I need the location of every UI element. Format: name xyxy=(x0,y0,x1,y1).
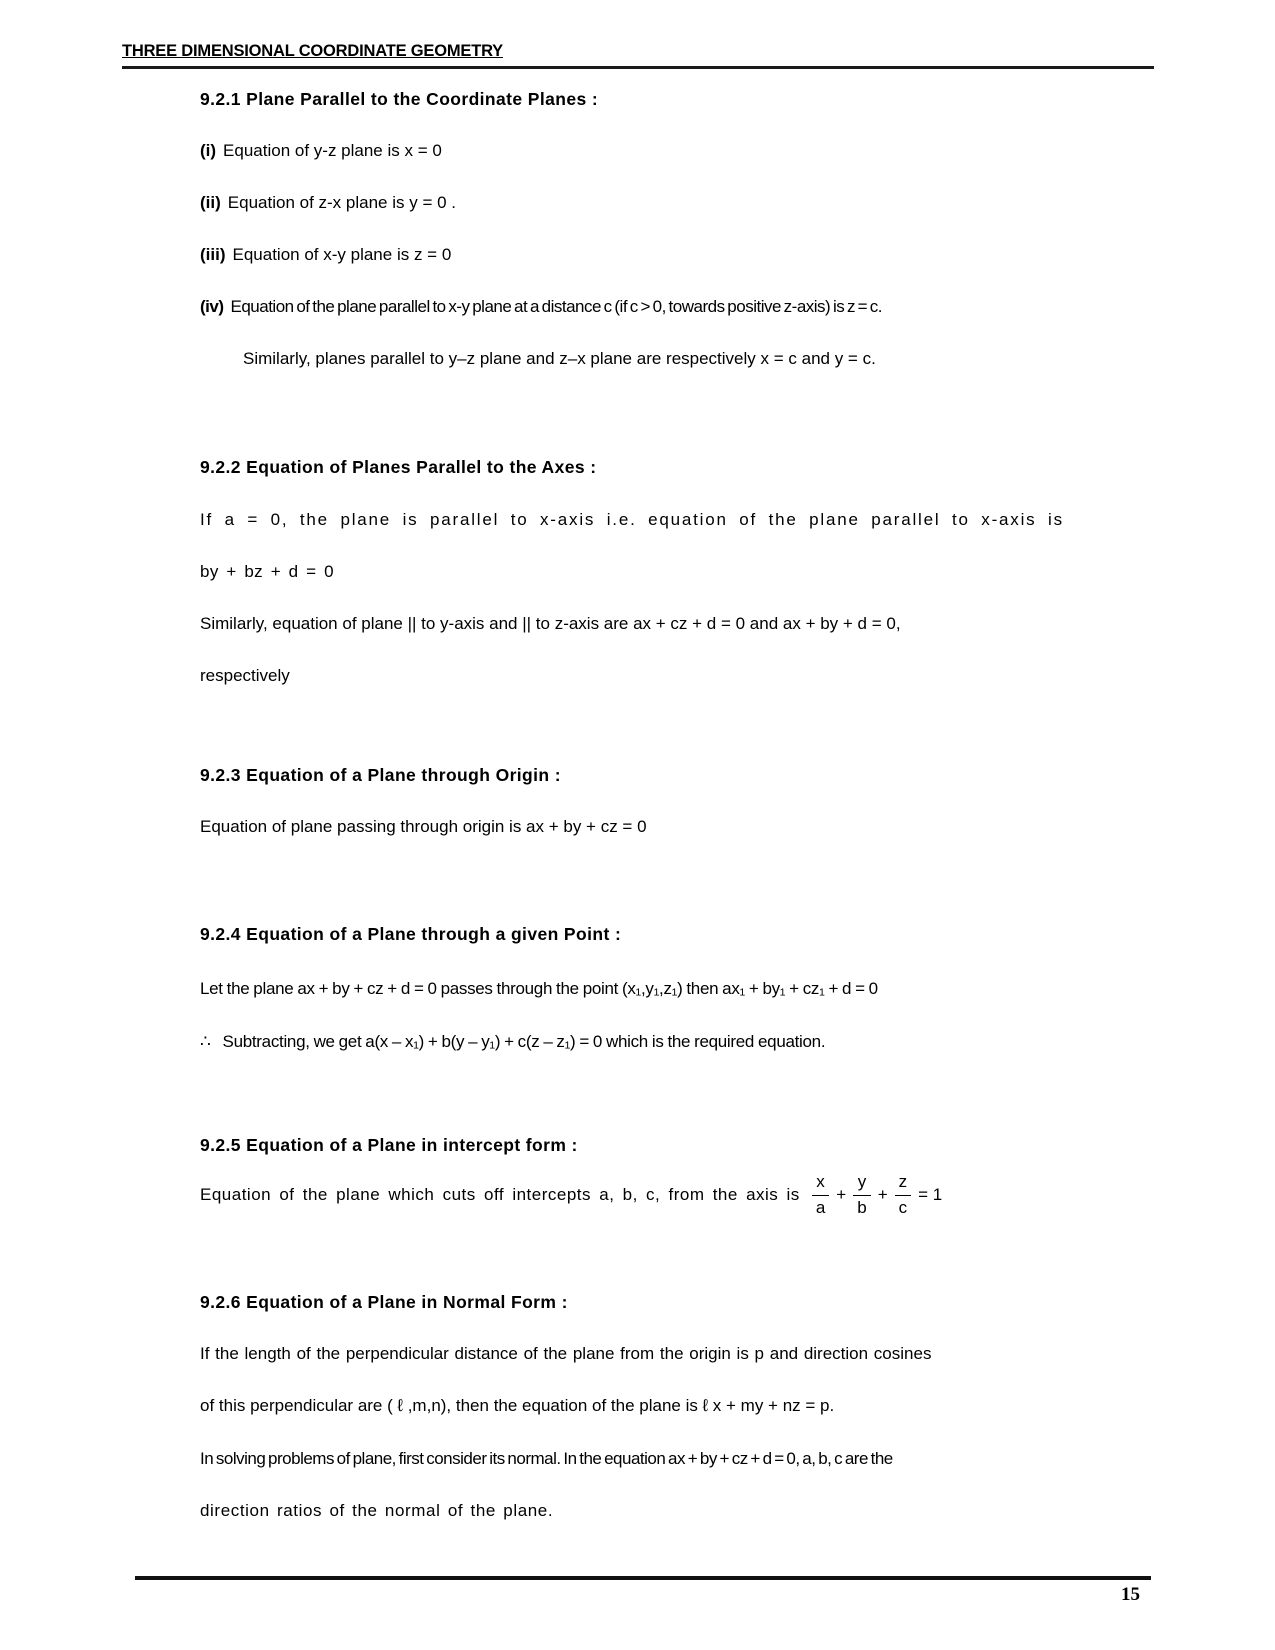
section-922-line2: by + bz + d = 0 xyxy=(200,562,334,581)
fraction-numerator: z xyxy=(898,1171,908,1191)
fraction-denominator: c xyxy=(895,1195,912,1218)
section-921-heading: 9.2.1 Plane Parallel to the Coordinate Planes : xyxy=(200,89,599,109)
fraction-z-over-c xyxy=(895,1173,912,1217)
page-number: 15 xyxy=(1121,1584,1140,1605)
fraction-numerator: y xyxy=(857,1171,867,1191)
item-ii-label: (ii) xyxy=(200,193,221,212)
section-922-heading: 9.2.2 Equation of Planes Parallel to the Axes : xyxy=(200,457,597,477)
item-iii-label: (iii) xyxy=(200,245,226,264)
page-header xyxy=(122,42,1154,69)
therefore-symbol: ∴ xyxy=(200,1032,211,1051)
item-iv-label: (iv) xyxy=(200,297,224,316)
section-923-heading: 9.2.3 Equation of a Plane through Origin : xyxy=(200,765,561,785)
section-926-line2: of this perpendicular are ( ℓ ,m,n), then the equation of the plane is ℓ x + my + nz = p. xyxy=(200,1396,835,1415)
section-926-line3: In solving problems of plane, first consider its normal. In the equation ax + by + cz + d = 0, a, b, c are the xyxy=(200,1449,893,1468)
plus-operator: + xyxy=(877,1185,888,1204)
plus-operator: + xyxy=(836,1185,847,1204)
intercept-form-equation xyxy=(200,1165,942,1225)
page-header-title: THREE DIMENSIONAL COORDINATE GEOMETRY xyxy=(122,42,503,60)
section-925-heading: 9.2.5 Equation of a Plane in intercept form : xyxy=(200,1135,578,1155)
section-923-line1: Equation of plane passing through origin is ax + by + cz = 0 xyxy=(200,817,647,836)
item-i xyxy=(200,139,442,163)
item-iii-text: Equation of x-y plane is z = 0 xyxy=(232,245,452,264)
fraction-x-over-a xyxy=(812,1173,829,1217)
item-iv-text: Equation of the plane parallel to x-y plane at a distance c (if c > 0, towards positive z-axis) is z = c. xyxy=(230,297,883,316)
section-924-line1: Let the plane ax + by + cz + d = 0 passes through the point (x₁,y₁,z₁) then ax₁ + by₁ + cz₁ + d = 0 xyxy=(200,979,878,998)
equation-rhs: = 1 xyxy=(918,1185,943,1204)
section-924-line2-text: Subtracting, we get a(x – x₁) + b(y – y₁) + c(z – z₁) = 0 which is the required equation. xyxy=(222,1032,826,1051)
section-924-heading: 9.2.4 Equation of a Plane through a given Point : xyxy=(200,924,622,944)
section-922-line1: If a = 0, the plane is parallel to x-axis i.e. equation of the plane parallel to x-axis is xyxy=(200,510,1064,529)
fraction-denominator: b xyxy=(853,1195,870,1218)
fraction-y-over-b xyxy=(853,1173,870,1217)
section-926-heading: 9.2.6 Equation of a Plane in Normal Form : xyxy=(200,1292,568,1312)
item-i-label: (i) xyxy=(200,141,217,160)
item-ii-text: Equation of z-x plane is y = 0 . xyxy=(227,193,456,212)
item-i-text: Equation of y-z plane is x = 0 xyxy=(223,141,442,160)
fraction-denominator: a xyxy=(812,1195,829,1218)
section-926-line4: direction ratios of the normal of the plane. xyxy=(200,1501,554,1520)
item-iv xyxy=(200,295,882,319)
footer-rule xyxy=(135,1576,1151,1580)
section-922-line3: Similarly, equation of plane || to y-axis and || to z-axis are ax + cz + d = 0 and ax + by + d = 0, xyxy=(200,614,901,633)
item-iii xyxy=(200,243,451,267)
section-925-line1: Equation of the plane which cuts off intercepts a, b, c, from the axis is xyxy=(200,1185,800,1204)
fraction-numerator: x xyxy=(816,1171,825,1191)
item-ii xyxy=(200,191,456,215)
section-921-similarly: Similarly, planes parallel to y–z plane and z–x plane are respectively x = c and y = c. xyxy=(243,349,876,368)
section-922-line4: respectively xyxy=(200,666,290,685)
section-924-line2 xyxy=(200,1030,825,1054)
section-926-line1: If the length of the perpendicular distance of the plane from the origin is p and direction cosines xyxy=(200,1344,932,1363)
